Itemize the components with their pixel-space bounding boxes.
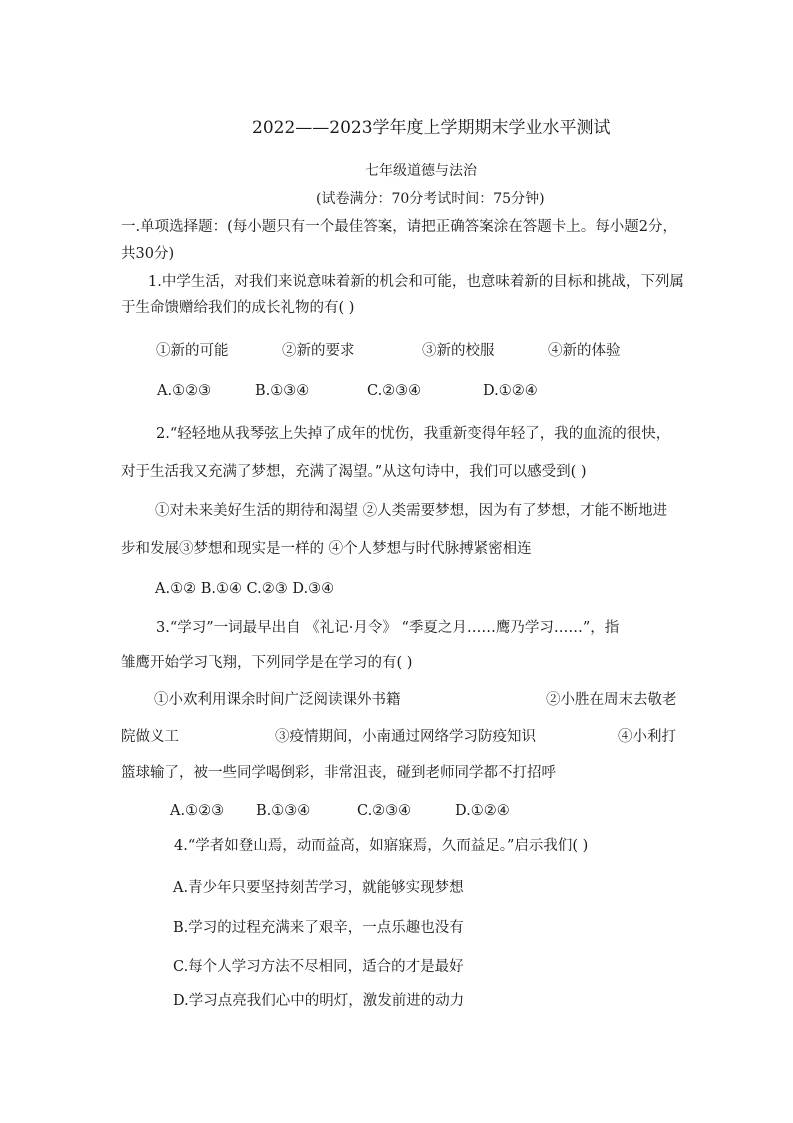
q3-statement-2b: 院做义工 (121, 729, 179, 745)
q2-stem-line2: 对于生活我又充满了梦想，充满了渴望。”从这句诗中，我们可以感受到( ) (121, 464, 587, 480)
q4-option-d: D.学习点亮我们心中的明灯，激发前进的动力 (173, 993, 465, 1009)
q3-statement-2a: ②小胜在周末去敬老 (546, 692, 677, 708)
q1-statement: ①新的可能 (156, 343, 229, 359)
q1-option-b: B.①③④ (255, 383, 310, 399)
q1-stem-line2: 于生命馈赠给我们的成长礼物的有( ) (121, 300, 355, 316)
q2-options: A.①② B.①④ C.②③ D.③④ (155, 581, 335, 597)
q1-option-c: C.②③④ (367, 383, 422, 399)
q3-option-b: B.①③④ (256, 803, 311, 819)
q2-statements-line1: ①对未来美好生活的期待和渴望 ②人类需要梦想，因为有了梦想，才能不断地进 (155, 503, 668, 519)
q1-statement: ④新的体验 (548, 343, 621, 359)
q1-option-d: D.①②④ (483, 383, 538, 399)
q3-option-a: A.①②③ (170, 803, 225, 819)
q1-statement: ②新的要求 (282, 343, 355, 359)
q3-statement-4b: 篮球输了，被一些同学喝倒彩，非常沮丧，碰到老师同学都不打招呼 (121, 765, 556, 781)
q4-option-b: B.学习的过程充满来了艰辛，一点乐趣也没有 (173, 920, 464, 936)
q4-option-a: A.青少年只要坚持刻苦学习，就能够实现梦想 (173, 880, 464, 896)
q3-stem-line1: 3.“学习”一词最早出自 《礼记·月令》 “季夏之月……鹰乃学习……”，指 (156, 620, 620, 636)
exam-title: 2022——2023学年度上学期期末学业水平测试 (252, 118, 611, 138)
q3-stem-line2: 雏鹰开始学习飞翔，下列同学是在学习的有( ) (121, 655, 413, 671)
q4-option-c: C.每个人学习方法不尽相同，适合的才是最好 (173, 959, 464, 975)
q2-stem-line1: 2.“轻轻地从我琴弦上失掉了成年的忧伤，我重新变得年轻了，我的血流的很快， (156, 426, 671, 442)
q1-option-a: A.①②③ (157, 383, 212, 399)
section-heading-line2: 共30分) (121, 246, 175, 262)
q4-stem: 4.“学者如登山焉，动而益高，如寤寐焉，久而益足。”启示我们( ) (174, 838, 589, 854)
q3-statement-4a: ④小利打 (618, 729, 676, 745)
q3-statement-1: ①小欢利用课余时间广泛阅读课外书籍 (154, 692, 401, 708)
section-heading-line1: 一.单项选择题：(每小题只有一个最佳答案，请把正确答案涂在答题卡上。每小题2分， (121, 219, 677, 235)
q1-statement: ③新的校服 (422, 343, 495, 359)
exam-info: (试卷满分：70分考试时间：75分钟) (316, 191, 545, 207)
q3-statement-3: ③疫情期间，小南通过网络学习防疫知识 (275, 729, 536, 745)
q3-option-c: C.②③④ (357, 803, 412, 819)
q3-option-d: D.①②④ (455, 803, 510, 819)
q2-statements-line2: 步和发展③梦想和现实是一样的 ④个人梦想与时代脉搏紧密相连 (121, 541, 532, 557)
exam-subtitle: 七年级道德与法治 (365, 163, 477, 179)
q1-stem-line1: 1.中学生活，对我们来说意味着新的机会和可能，也意味着新的目标和挑战，下列属 (148, 274, 684, 290)
